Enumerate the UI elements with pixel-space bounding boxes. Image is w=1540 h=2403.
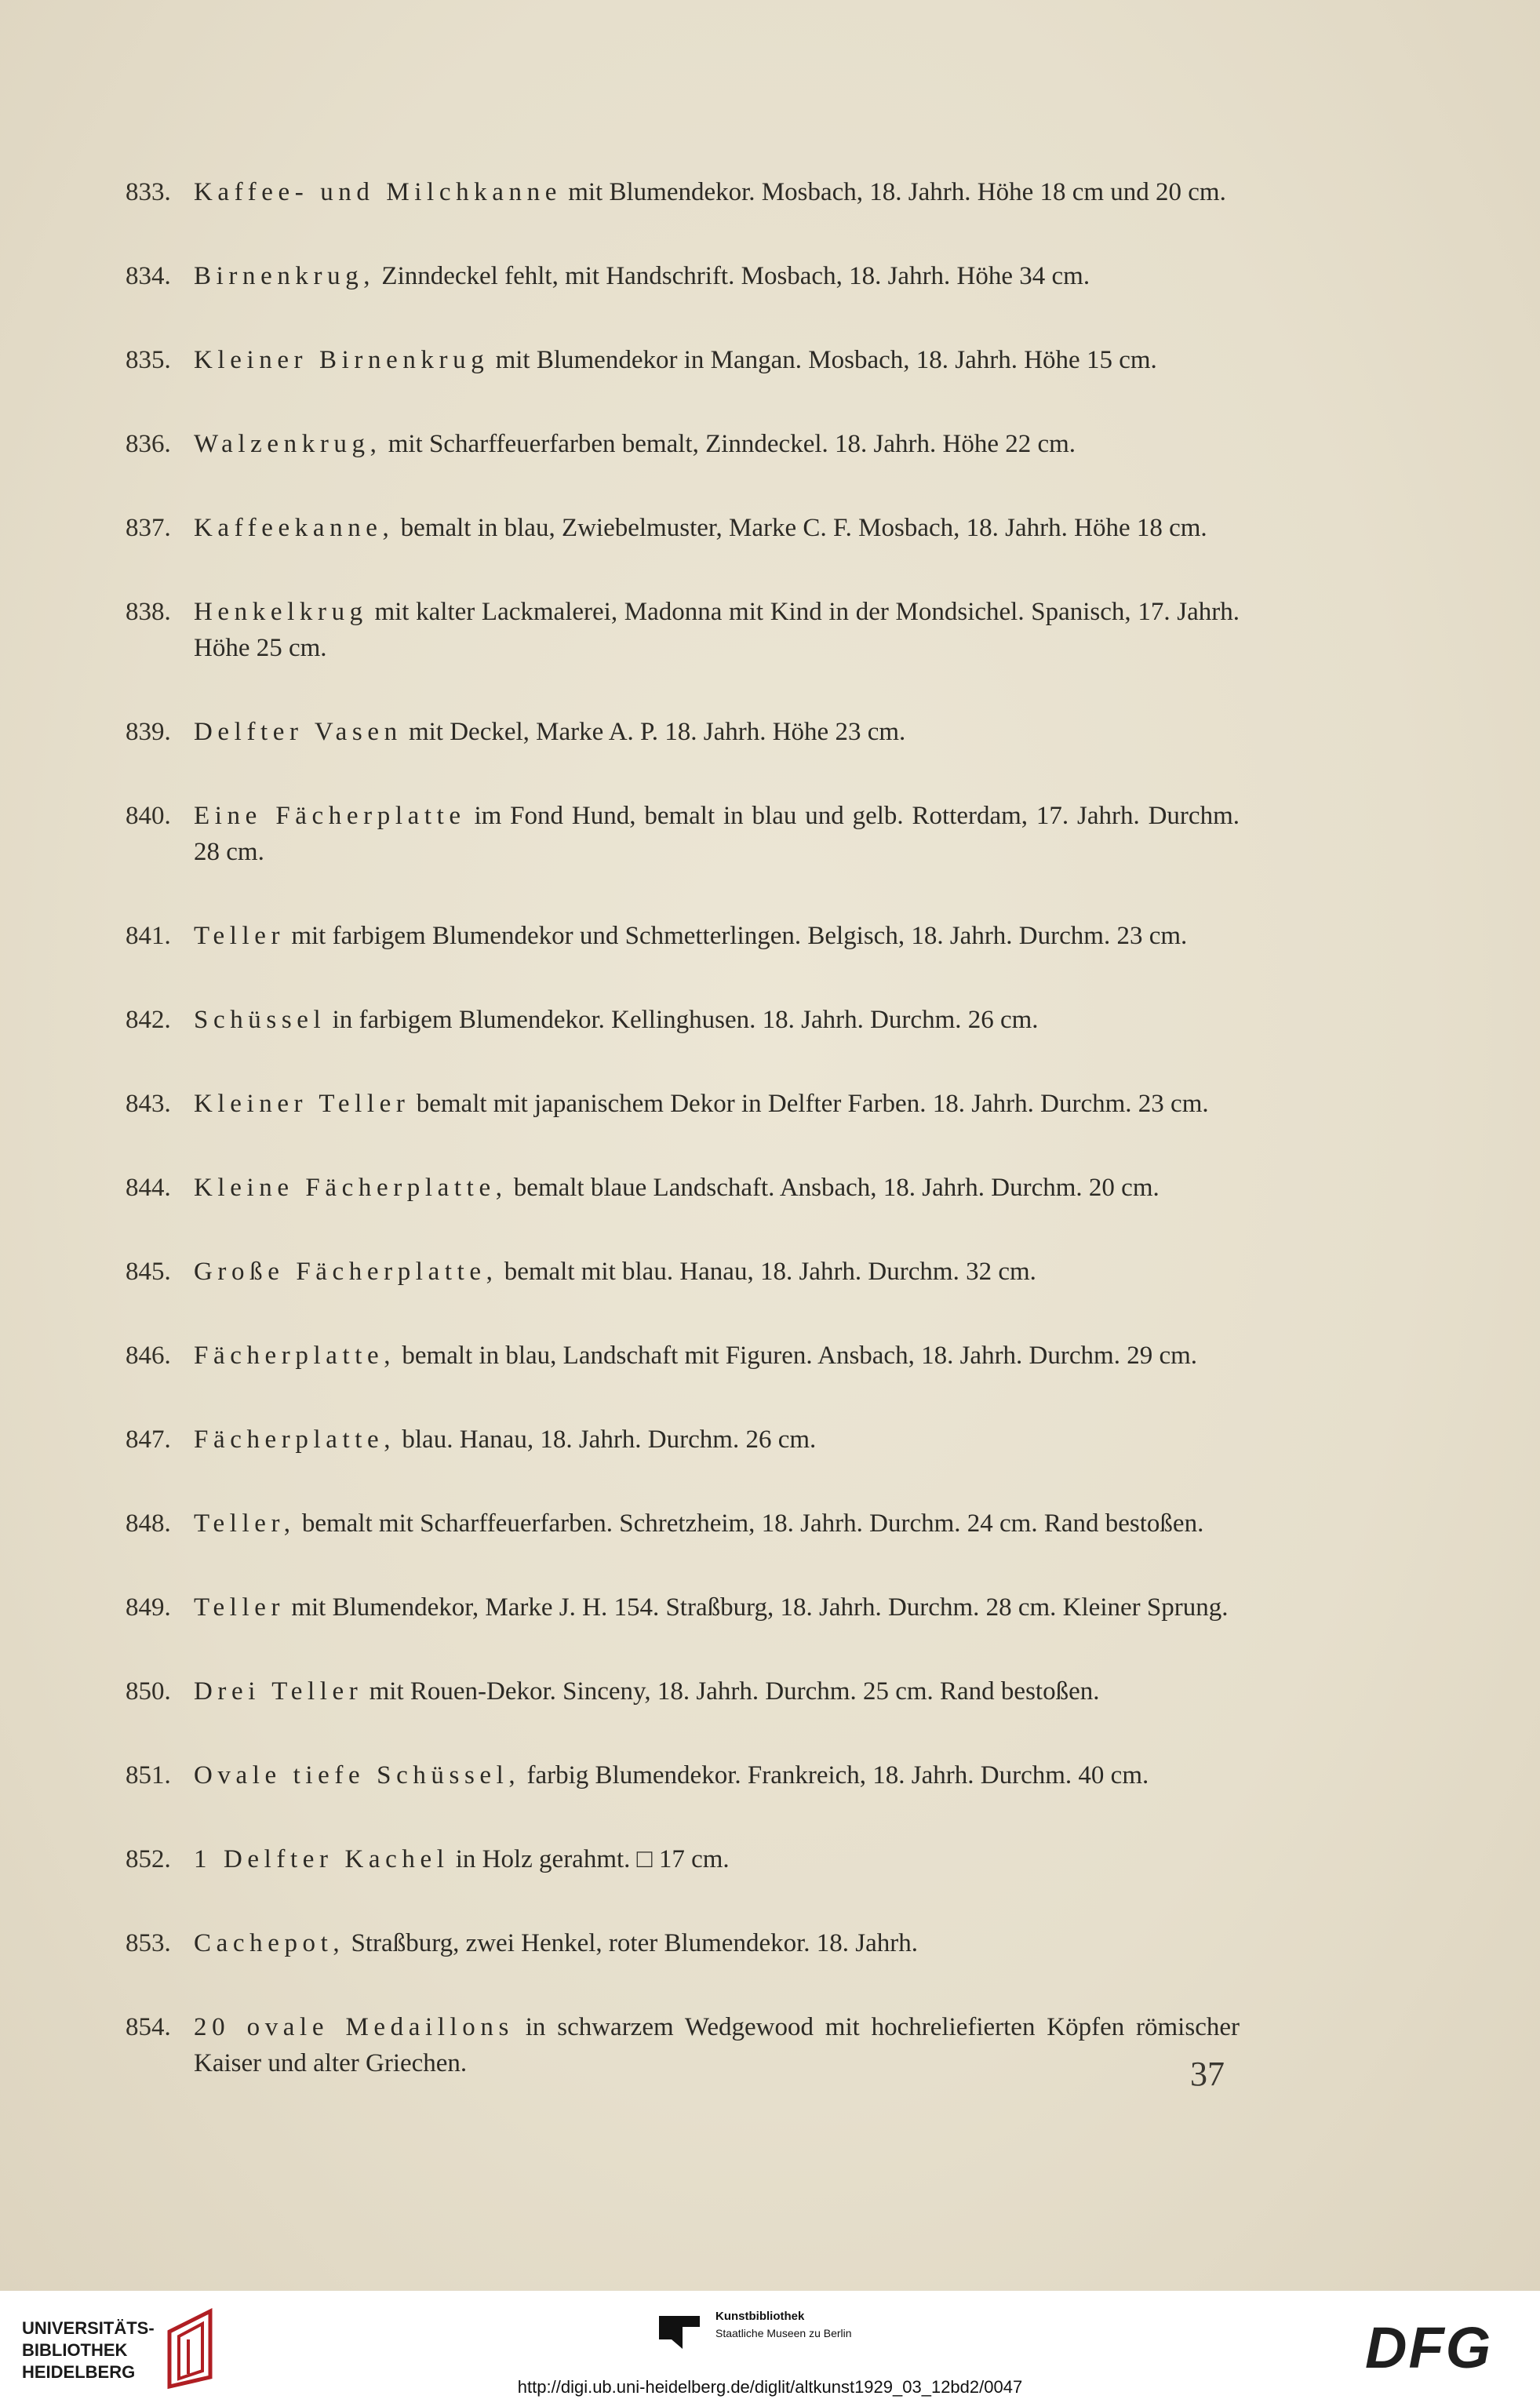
catalog-entry [126,1170,1240,1206]
entry-text: bemalt in blau, Landschaft mit Figuren. Ansbach, 18. Jahrh. Durchm. 29 cm. [395,1342,1198,1370]
catalog-entry [126,1254,1240,1290]
entry-text: Zinndeckel fehlt, mit Handschrift. Mosbach, 18. Jahrh. Höhe 34 cm. [375,262,1090,290]
entry-text: mit Rouen-Dekor. Sinceny, 18. Jahrh. Durchm. 25 cm. Rand bestoßen. [362,1677,1100,1706]
catalog-entries [126,174,1240,2129]
entry-number: 844. [126,1174,171,1202]
entry-keyword: Birnenkrug, [194,262,376,290]
kb-title: Kunstbibliothek [715,2310,805,2323]
entry-keyword: Eine Fächerplatte [194,802,466,830]
catalog-entry [126,1422,1240,1458]
entry-keyword: Henkelkrug [194,598,368,626]
entry-number: 853. [126,1929,171,1957]
entry-description [194,1841,1240,1877]
catalog-entry [126,510,1240,546]
entry-text: bemalt mit blau. Hanau, 18. Jahrh. Durchm. 32 cm. [497,1258,1036,1286]
entry-number: 840. [126,802,171,830]
entry-text: mit Blumendekor, Marke J. H. 154. Straßburg, 18. Jahrh. Durchm. 28 cm. Kleiner Sprung. [285,1593,1229,1622]
catalog-entry [126,1841,1240,1877]
catalog-entry [126,714,1240,750]
entry-text: mit farbigem Blumendekor und Schmetterlingen. Belgisch, 18. Jahrh. Durchm. 23 cm. [285,922,1188,950]
catalog-entry [126,1002,1240,1038]
entry-text: in Holz gerahmt. □ 17 cm. [449,1845,730,1873]
entry-description [194,1757,1240,1793]
entry-text: mit Blumendekor in Mangan. Mosbach, 18. Jahrh. Höhe 15 cm. [489,346,1157,374]
entry-keyword: Teller, [194,1509,296,1538]
entry-text: im Fond Hund, bemalt in blau und gelb. Rotterdam, 17. Jahrh. Durchm. 28 cm. [194,802,1240,866]
catalog-entry [126,1506,1240,1542]
catalog-entry [126,426,1240,462]
entry-text: bemalt mit Scharffeuerfarben. Schretzheim, 18. Jahrh. Durchm. 24 cm. Rand bestoßen. [295,1509,1204,1538]
entry-keyword: 20 ovale Medaillons [194,2013,514,2041]
kunstbibliothek-logo[interactable] [656,2308,923,2363]
entry-number: 847. [126,1425,171,1454]
entry-description [194,594,1240,666]
catalog-entry [126,174,1240,210]
entry-text: farbig Blumendekor. Frankreich, 18. Jahrh. Durchm. 40 cm. [520,1761,1149,1790]
entry-keyword: Teller [194,922,286,950]
catalog-entry [126,918,1240,954]
entry-keyword: Fächerplatte, [194,1342,396,1370]
entry-keyword: Walzenkrug, [194,430,382,458]
entry-number: 846. [126,1342,171,1370]
entry-text: in schwarzem Wedgewood mit hochreliefierten Köpfen römischer Kaiser und alter Griechen. [194,2013,1240,2077]
entry-text: blau. Hanau, 18. Jahrh. Durchm. 26 cm. [395,1425,817,1454]
entry-number: 836. [126,430,171,458]
entry-description [194,918,1240,954]
footer-bar [0,2291,1540,2403]
catalog-entry [126,1757,1240,1793]
entry-keyword: Kleine Fächerplatte, [194,1174,508,1202]
entry-number: 843. [126,1090,171,1118]
catalog-entry [126,258,1240,294]
entry-description [194,174,1240,210]
entry-description [194,1170,1240,1206]
catalog-entry [126,1925,1240,1961]
entry-description [194,1254,1240,1290]
entry-description [194,1673,1240,1709]
catalog-entry [126,1086,1240,1122]
entry-number: 854. [126,2013,171,2041]
entry-description [194,1086,1240,1122]
entry-description [194,798,1240,870]
entry-keyword: Ovale tiefe Schüssel, [194,1761,521,1790]
entry-keyword: Kleiner Teller [194,1090,410,1118]
entry-number: 837. [126,514,171,542]
entry-number: 841. [126,922,171,950]
kb-subtitle: Staatliche Museen zu Berlin [715,2327,852,2339]
entry-text: bemalt blaue Landschaft. Ansbach, 18. Jahrh. Durchm. 20 cm. [507,1174,1160,1202]
entry-number: 834. [126,262,171,290]
entry-number: 848. [126,1509,171,1538]
entry-description [194,714,1240,750]
entry-text: mit Scharffeuerfarben bemalt, Zinndeckel. 18. Jahrh. Höhe 22 cm. [381,430,1076,458]
catalog-entry [126,1673,1240,1709]
entry-text: in farbigem Blumendekor. Kellinghusen. 18. Jahrh. Durchm. 26 cm. [326,1006,1039,1034]
dfg-logo[interactable]: DFG [1365,2315,1493,2380]
entry-description [194,1925,1240,1961]
entry-number: 833. [126,178,171,206]
entry-number: 839. [126,718,171,746]
entry-number: 835. [126,346,171,374]
catalog-entry [126,1338,1240,1374]
entry-number: 850. [126,1677,171,1706]
entry-number: 851. [126,1761,171,1790]
entry-keyword: Delfter Vasen [194,718,402,746]
ub-logo-text: UNIVERSITÄTS- BIBLIOTHEK HEIDELBERG [22,2318,155,2382]
entry-text: bemalt in blau, Zwiebelmuster, Marke C. F. Mosbach, 18. Jahrh. Höhe 18 cm. [394,514,1207,542]
entry-keyword: Große Fächerplatte, [194,1258,498,1286]
entry-keyword: Kaffeekanne, [194,514,395,542]
entry-number: 849. [126,1593,171,1622]
catalog-entry [126,342,1240,378]
entry-keyword: Kleiner Birnenkrug [194,346,490,374]
catalog-entry [126,2009,1240,2081]
entry-keyword: Schüssel [194,1006,326,1034]
entry-description [194,426,1240,462]
entry-number: 845. [126,1258,171,1286]
entry-number: 852. [126,1845,171,1873]
entry-text: mit Blumendekor. Mosbach, 18. Jahrh. Höhe 18 cm und 20 cm. [561,178,1226,206]
entry-number: 842. [126,1006,171,1034]
permalink-url[interactable]: http://digi.ub.uni-heidelberg.de/diglit/altkunst1929_03_12bd2/0047 [517,2377,1023,2397]
entry-description [194,342,1240,378]
entry-text: Straßburg, zwei Henkel, roter Blumendekor. 18. Jahrh. [344,1929,919,1957]
entry-keyword: Drei Teller [194,1677,363,1706]
catalog-entry [126,1589,1240,1626]
catalog-entry [126,594,1240,666]
entry-description [194,1422,1240,1458]
entry-keyword: Teller [194,1593,286,1622]
entry-description [194,258,1240,294]
entry-text: bemalt mit japanischem Dekor in Delfter Farben. 18. Jahrh. Durchm. 23 cm. [410,1090,1209,1118]
kunstbibliothek-mark-icon [656,2311,703,2352]
entry-description [194,1338,1240,1374]
catalog-entry [126,798,1240,870]
entry-description [194,1589,1240,1626]
entry-text: mit kalter Lackmalerei, Madonna mit Kind in der Mondsichel. Spanisch, 17. Jahrh. Höhe 25 cm. [194,598,1240,662]
entry-description [194,510,1240,546]
entry-description [194,2009,1240,2081]
entry-description [194,1002,1240,1038]
entry-keyword: Cachepot, [194,1929,345,1957]
page-number: 37 [1190,2055,1225,2093]
entry-keyword: Kaffee- und Milchkanne [194,178,562,206]
entry-number: 838. [126,598,171,626]
entry-keyword: 1 Delfter Kachel [194,1845,450,1873]
entry-keyword: Fächerplatte, [194,1425,396,1454]
entry-description [194,1506,1240,1542]
entry-text: mit Deckel, Marke A. P. 18. Jahrh. Höhe 23 cm. [402,718,906,746]
